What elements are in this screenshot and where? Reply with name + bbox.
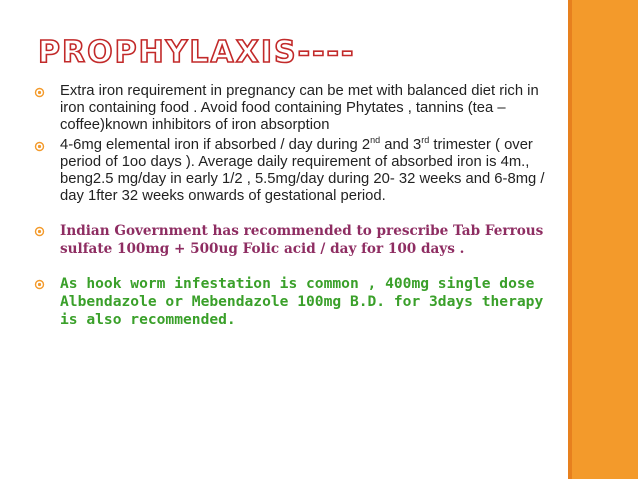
bullet-list [34, 83, 564, 329]
bullet-text-3: Indian Government has recommended to prescribe Tab Ferrous sulfate 100mg + 500ug Folic acid / day for 100 days . [60, 223, 544, 257]
bullet-text-2 [60, 137, 544, 204]
bullet-item-1 [34, 83, 564, 134]
bullet-item-4 [34, 275, 564, 329]
slide-title [38, 35, 356, 70]
slide-title-text: PROPHYLAXIS [38, 35, 298, 70]
hollow-circle-bullet-icon [34, 141, 45, 152]
bullet-text-4: As hook worm infestation is common , 400mg single dose Albendazole or Mebendazole 100mg B.D. for 3days therapy is also recommended. [60, 275, 544, 328]
accent-side-band-edge [568, 0, 572, 479]
bullet-item-2 [34, 137, 564, 205]
hollow-circle-bullet-icon [34, 279, 45, 290]
bullet-text-1: Extra iron requirement in pregnancy can be met with balanced diet rich in iron containing food . Avoid food containing Phytates , tannins (tea –coffee)known inhibitors of iron absorption [60, 83, 539, 133]
accent-side-band [568, 0, 638, 479]
hollow-circle-bullet-icon [34, 87, 45, 98]
ordinal-rd: rd [421, 135, 430, 146]
hollow-circle-bullet-icon [34, 226, 45, 237]
ordinal-nd: nd [370, 135, 381, 146]
bullet-text-2-part1: 4-6mg elemental iron if absorbed / day during 2 [60, 137, 371, 153]
bullet-text-2-part3: trimester ( over period of 1oo days ). Average daily requirement of absorbed iron is 4m., beng2.5 mg/day in early 1/2 , 5.5mg/day during 20- 32 weeks and 6-8mg / day 1fter 32 weeks onwards of gestational period. [60, 137, 545, 204]
slide-title-suffix: ---- [297, 35, 356, 70]
bullet-text-2-part2: and 3 [380, 137, 422, 153]
bullet-item-3 [34, 222, 564, 258]
